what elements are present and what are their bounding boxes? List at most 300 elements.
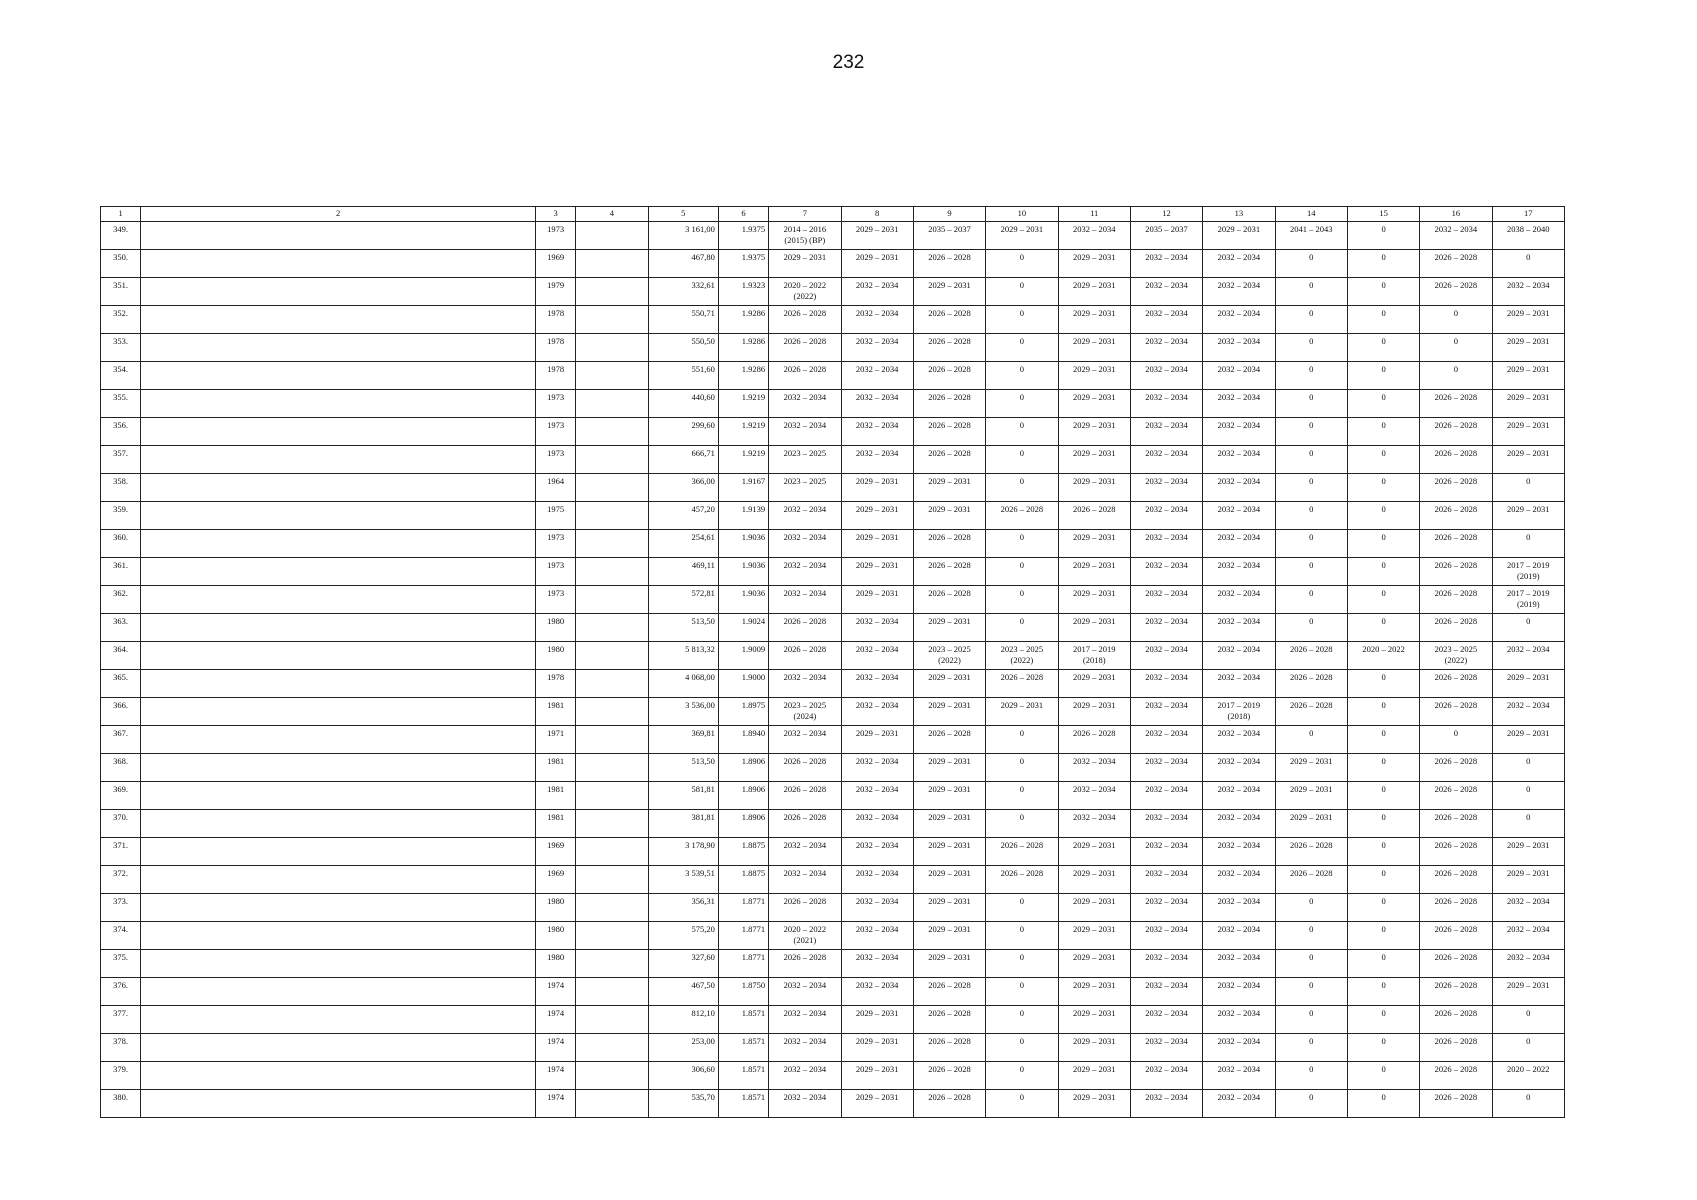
wear-coefficient-cell: 1.9286 xyxy=(718,306,768,334)
period-col-13-cell: 2032 – 2034 xyxy=(1203,642,1275,670)
period-col-12-cell: 2032 – 2034 xyxy=(1130,866,1202,894)
period-col-10-cell: 2029 – 2031 xyxy=(986,698,1058,726)
period-col-13-cell: 2032 – 2034 xyxy=(1203,922,1275,950)
period-col-8-cell: 2032 – 2034 xyxy=(841,642,913,670)
period-col-9-cell: 2026 – 2028 xyxy=(913,1006,985,1034)
wear-coefficient-cell: 1.9036 xyxy=(718,558,768,586)
period-col-17-cell: 2032 – 2034 xyxy=(1492,698,1564,726)
period-col-9-cell: 2026 – 2028 xyxy=(913,390,985,418)
period-col-16-cell: 2026 – 2028 xyxy=(1420,530,1492,558)
period-col-12-cell: 2032 – 2034 xyxy=(1130,642,1202,670)
wall-material-cell xyxy=(576,614,648,642)
period-col-15-cell: 0 xyxy=(1347,810,1419,838)
period-col-10-cell: 0 xyxy=(986,362,1058,390)
year-built-cell: 1974 xyxy=(536,1034,576,1062)
table-row xyxy=(101,446,1565,474)
row-number-cell: 361. xyxy=(101,558,141,586)
period-col-8-cell: 2029 – 2031 xyxy=(841,1034,913,1062)
wall-material-cell xyxy=(576,222,648,250)
period-col-10-cell: 0 xyxy=(986,390,1058,418)
period-col-9-cell: 2026 – 2028 xyxy=(913,558,985,586)
period-col-15-cell: 0 xyxy=(1347,306,1419,334)
wall-material-cell xyxy=(576,838,648,866)
period-col-7-cell: 2023 – 2025 (2024) xyxy=(769,698,841,726)
address-cell xyxy=(141,782,536,810)
period-col-10-cell: 0 xyxy=(986,586,1058,614)
wall-material-cell xyxy=(576,334,648,362)
period-col-10-cell: 0 xyxy=(986,978,1058,1006)
period-col-17-cell: 2032 – 2034 xyxy=(1492,642,1564,670)
period-col-11-cell: 2029 – 2031 xyxy=(1058,278,1130,306)
year-built-cell: 1973 xyxy=(536,418,576,446)
address-cell xyxy=(141,614,536,642)
period-col-7-cell: 2032 – 2034 xyxy=(769,1006,841,1034)
period-col-9-cell: 2029 – 2031 xyxy=(913,782,985,810)
table-row xyxy=(101,614,1565,642)
table-row xyxy=(101,950,1565,978)
period-col-11-cell: 2029 – 2031 xyxy=(1058,390,1130,418)
period-col-17-cell: 2029 – 2031 xyxy=(1492,306,1564,334)
column-header: 9 xyxy=(913,207,985,222)
address-cell xyxy=(141,306,536,334)
period-col-7-cell: 2032 – 2034 xyxy=(769,1062,841,1090)
period-col-8-cell: 2032 – 2034 xyxy=(841,922,913,950)
wall-material-cell xyxy=(576,698,648,726)
period-col-13-cell: 2032 – 2034 xyxy=(1203,250,1275,278)
wall-material-cell xyxy=(576,978,648,1006)
row-number-cell: 350. xyxy=(101,250,141,278)
period-col-9-cell: 2026 – 2028 xyxy=(913,334,985,362)
year-built-cell: 1969 xyxy=(536,866,576,894)
period-col-16-cell: 2026 – 2028 xyxy=(1420,278,1492,306)
period-col-9-cell: 2029 – 2031 xyxy=(913,670,985,698)
period-col-11-cell: 2029 – 2031 xyxy=(1058,1090,1130,1118)
period-col-14-cell: 2026 – 2028 xyxy=(1275,670,1347,698)
period-col-12-cell: 2032 – 2034 xyxy=(1130,950,1202,978)
period-col-11-cell: 2029 – 2031 xyxy=(1058,894,1130,922)
period-col-10-cell: 2023 – 2025 (2022) xyxy=(986,642,1058,670)
year-built-cell: 1978 xyxy=(536,362,576,390)
period-col-17-cell: 0 xyxy=(1492,1090,1564,1118)
table-row xyxy=(101,922,1565,950)
period-col-11-cell: 2032 – 2034 xyxy=(1058,222,1130,250)
period-col-10-cell: 0 xyxy=(986,950,1058,978)
area-cell: 469,11 xyxy=(648,558,718,586)
period-col-8-cell: 2032 – 2034 xyxy=(841,278,913,306)
wall-material-cell xyxy=(576,726,648,754)
wall-material-cell xyxy=(576,586,648,614)
address-cell xyxy=(141,250,536,278)
period-col-11-cell: 2029 – 2031 xyxy=(1058,250,1130,278)
period-col-9-cell: 2026 – 2028 xyxy=(913,446,985,474)
period-col-8-cell: 2029 – 2031 xyxy=(841,474,913,502)
wall-material-cell xyxy=(576,866,648,894)
area-cell: 513,50 xyxy=(648,754,718,782)
period-col-7-cell: 2032 – 2034 xyxy=(769,1034,841,1062)
period-col-9-cell: 2026 – 2028 xyxy=(913,530,985,558)
period-col-16-cell: 0 xyxy=(1420,726,1492,754)
period-col-12-cell: 2032 – 2034 xyxy=(1130,390,1202,418)
period-col-11-cell: 2032 – 2034 xyxy=(1058,754,1130,782)
period-col-11-cell: 2029 – 2031 xyxy=(1058,838,1130,866)
column-header: 7 xyxy=(769,207,841,222)
row-number-cell: 355. xyxy=(101,390,141,418)
period-col-9-cell: 2026 – 2028 xyxy=(913,1034,985,1062)
year-built-cell: 1974 xyxy=(536,1006,576,1034)
row-number-cell: 369. xyxy=(101,782,141,810)
area-cell: 366,00 xyxy=(648,474,718,502)
area-cell: 332,61 xyxy=(648,278,718,306)
period-col-17-cell: 0 xyxy=(1492,1034,1564,1062)
row-number-cell: 354. xyxy=(101,362,141,390)
period-col-15-cell: 0 xyxy=(1347,866,1419,894)
period-col-15-cell: 0 xyxy=(1347,446,1419,474)
year-built-cell: 1980 xyxy=(536,614,576,642)
table-row xyxy=(101,698,1565,726)
period-col-7-cell: 2032 – 2034 xyxy=(769,1090,841,1118)
period-col-11-cell: 2026 – 2028 xyxy=(1058,502,1130,530)
period-col-13-cell: 2032 – 2034 xyxy=(1203,446,1275,474)
period-col-12-cell: 2032 – 2034 xyxy=(1130,670,1202,698)
period-col-10-cell: 0 xyxy=(986,726,1058,754)
column-header: 15 xyxy=(1347,207,1419,222)
period-col-7-cell: 2032 – 2034 xyxy=(769,586,841,614)
wall-material-cell xyxy=(576,446,648,474)
table-row xyxy=(101,502,1565,530)
period-col-11-cell: 2029 – 2031 xyxy=(1058,1062,1130,1090)
period-col-12-cell: 2032 – 2034 xyxy=(1130,978,1202,1006)
period-col-7-cell: 2020 – 2022 (2021) xyxy=(769,922,841,950)
wear-coefficient-cell: 1.9000 xyxy=(718,670,768,698)
area-cell: 327,60 xyxy=(648,950,718,978)
year-built-cell: 1980 xyxy=(536,894,576,922)
period-col-17-cell: 2029 – 2031 xyxy=(1492,726,1564,754)
period-col-7-cell: 2032 – 2034 xyxy=(769,866,841,894)
year-built-cell: 1981 xyxy=(536,810,576,838)
period-col-15-cell: 0 xyxy=(1347,922,1419,950)
period-col-10-cell: 2029 – 2031 xyxy=(986,222,1058,250)
wear-coefficient-cell: 1.9009 xyxy=(718,642,768,670)
table-row xyxy=(101,1006,1565,1034)
year-built-cell: 1981 xyxy=(536,782,576,810)
period-col-13-cell: 2032 – 2034 xyxy=(1203,1062,1275,1090)
period-col-16-cell: 2026 – 2028 xyxy=(1420,1062,1492,1090)
period-col-8-cell: 2032 – 2034 xyxy=(841,978,913,1006)
area-cell: 369,81 xyxy=(648,726,718,754)
period-col-11-cell: 2029 – 2031 xyxy=(1058,614,1130,642)
period-col-17-cell: 0 xyxy=(1492,782,1564,810)
period-col-16-cell: 2026 – 2028 xyxy=(1420,670,1492,698)
wall-material-cell xyxy=(576,1006,648,1034)
period-col-17-cell: 2029 – 2031 xyxy=(1492,670,1564,698)
period-col-16-cell: 0 xyxy=(1420,362,1492,390)
period-col-17-cell: 2029 – 2031 xyxy=(1492,866,1564,894)
period-col-14-cell: 0 xyxy=(1275,446,1347,474)
row-number-cell: 365. xyxy=(101,670,141,698)
period-col-10-cell: 0 xyxy=(986,1034,1058,1062)
period-col-9-cell: 2026 – 2028 xyxy=(913,1090,985,1118)
period-col-13-cell: 2032 – 2034 xyxy=(1203,1006,1275,1034)
address-cell xyxy=(141,1090,536,1118)
period-col-13-cell: 2032 – 2034 xyxy=(1203,866,1275,894)
year-built-cell: 1980 xyxy=(536,922,576,950)
period-col-14-cell: 0 xyxy=(1275,250,1347,278)
period-col-16-cell: 2026 – 2028 xyxy=(1420,390,1492,418)
period-col-15-cell: 0 xyxy=(1347,726,1419,754)
period-col-9-cell: 2026 – 2028 xyxy=(913,250,985,278)
area-cell: 535,70 xyxy=(648,1090,718,1118)
area-cell: 467,50 xyxy=(648,978,718,1006)
period-col-9-cell: 2026 – 2028 xyxy=(913,586,985,614)
wear-coefficient-cell: 1.8571 xyxy=(718,1034,768,1062)
period-col-8-cell: 2032 – 2034 xyxy=(841,362,913,390)
wall-material-cell xyxy=(576,1062,648,1090)
period-col-14-cell: 2026 – 2028 xyxy=(1275,866,1347,894)
table-row xyxy=(101,306,1565,334)
wall-material-cell xyxy=(576,670,648,698)
year-built-cell: 1978 xyxy=(536,670,576,698)
period-col-17-cell: 2020 – 2022 xyxy=(1492,1062,1564,1090)
period-col-12-cell: 2032 – 2034 xyxy=(1130,530,1202,558)
column-header: 5 xyxy=(648,207,718,222)
period-col-11-cell: 2026 – 2028 xyxy=(1058,726,1130,754)
period-col-13-cell: 2032 – 2034 xyxy=(1203,810,1275,838)
period-col-10-cell: 0 xyxy=(986,474,1058,502)
wear-coefficient-cell: 1.8906 xyxy=(718,810,768,838)
period-col-12-cell: 2032 – 2034 xyxy=(1130,698,1202,726)
year-built-cell: 1978 xyxy=(536,306,576,334)
wear-coefficient-cell: 1.8750 xyxy=(718,978,768,1006)
table-row xyxy=(101,1062,1565,1090)
year-built-cell: 1973 xyxy=(536,558,576,586)
period-col-8-cell: 2032 – 2034 xyxy=(841,950,913,978)
period-col-16-cell: 2026 – 2028 xyxy=(1420,866,1492,894)
period-col-14-cell: 2041 – 2043 xyxy=(1275,222,1347,250)
area-cell: 551,60 xyxy=(648,362,718,390)
row-number-cell: 374. xyxy=(101,922,141,950)
period-col-9-cell: 2026 – 2028 xyxy=(913,418,985,446)
period-col-14-cell: 2026 – 2028 xyxy=(1275,698,1347,726)
period-col-8-cell: 2029 – 2031 xyxy=(841,726,913,754)
period-col-10-cell: 2026 – 2028 xyxy=(986,838,1058,866)
year-built-cell: 1974 xyxy=(536,978,576,1006)
address-cell xyxy=(141,838,536,866)
table-row xyxy=(101,558,1565,586)
period-col-13-cell: 2032 – 2034 xyxy=(1203,558,1275,586)
address-cell xyxy=(141,1034,536,1062)
area-cell: 3 539,51 xyxy=(648,866,718,894)
period-col-11-cell: 2029 – 2031 xyxy=(1058,978,1130,1006)
year-built-cell: 1979 xyxy=(536,278,576,306)
period-col-17-cell: 2029 – 2031 xyxy=(1492,334,1564,362)
wear-coefficient-cell: 1.9375 xyxy=(718,222,768,250)
area-cell: 550,50 xyxy=(648,334,718,362)
period-col-8-cell: 2032 – 2034 xyxy=(841,670,913,698)
column-header: 10 xyxy=(986,207,1058,222)
period-col-12-cell: 2032 – 2034 xyxy=(1130,306,1202,334)
period-col-11-cell: 2029 – 2031 xyxy=(1058,474,1130,502)
period-col-11-cell: 2029 – 2031 xyxy=(1058,866,1130,894)
period-col-9-cell: 2029 – 2031 xyxy=(913,502,985,530)
period-col-14-cell: 0 xyxy=(1275,530,1347,558)
year-built-cell: 1980 xyxy=(536,642,576,670)
period-col-12-cell: 2032 – 2034 xyxy=(1130,558,1202,586)
period-col-7-cell: 2026 – 2028 xyxy=(769,614,841,642)
period-col-10-cell: 0 xyxy=(986,334,1058,362)
period-col-14-cell: 0 xyxy=(1275,558,1347,586)
period-col-7-cell: 2023 – 2025 xyxy=(769,474,841,502)
wall-material-cell xyxy=(576,418,648,446)
period-col-13-cell: 2032 – 2034 xyxy=(1203,950,1275,978)
table-row xyxy=(101,894,1565,922)
address-cell xyxy=(141,698,536,726)
period-col-7-cell: 2032 – 2034 xyxy=(769,978,841,1006)
wall-material-cell xyxy=(576,922,648,950)
column-header: 3 xyxy=(536,207,576,222)
period-col-9-cell: 2026 – 2028 xyxy=(913,1062,985,1090)
period-col-15-cell: 0 xyxy=(1347,222,1419,250)
period-col-13-cell: 2032 – 2034 xyxy=(1203,278,1275,306)
row-number-cell: 368. xyxy=(101,754,141,782)
period-col-16-cell: 2026 – 2028 xyxy=(1420,614,1492,642)
period-col-9-cell: 2023 – 2025 (2022) xyxy=(913,642,985,670)
period-col-17-cell: 2029 – 2031 xyxy=(1492,502,1564,530)
period-col-12-cell: 2032 – 2034 xyxy=(1130,334,1202,362)
period-col-7-cell: 2014 – 2016 (2015) (ВР) xyxy=(769,222,841,250)
address-cell xyxy=(141,922,536,950)
wear-coefficient-cell: 1.8906 xyxy=(718,754,768,782)
period-col-15-cell: 0 xyxy=(1347,950,1419,978)
period-col-7-cell: 2032 – 2034 xyxy=(769,670,841,698)
address-cell xyxy=(141,390,536,418)
period-col-7-cell: 2032 – 2034 xyxy=(769,390,841,418)
period-col-15-cell: 0 xyxy=(1347,558,1419,586)
period-col-17-cell: 2032 – 2034 xyxy=(1492,278,1564,306)
table-row xyxy=(101,250,1565,278)
period-col-11-cell: 2029 – 2031 xyxy=(1058,558,1130,586)
area-cell: 381,81 xyxy=(648,810,718,838)
period-col-14-cell: 0 xyxy=(1275,922,1347,950)
row-number-cell: 373. xyxy=(101,894,141,922)
period-col-14-cell: 2029 – 2031 xyxy=(1275,754,1347,782)
period-col-13-cell: 2032 – 2034 xyxy=(1203,754,1275,782)
period-col-9-cell: 2029 – 2031 xyxy=(913,698,985,726)
period-col-14-cell: 0 xyxy=(1275,390,1347,418)
row-number-cell: 358. xyxy=(101,474,141,502)
wear-coefficient-cell: 1.8571 xyxy=(718,1006,768,1034)
period-col-9-cell: 2029 – 2031 xyxy=(913,838,985,866)
wall-material-cell xyxy=(576,894,648,922)
period-col-8-cell: 2032 – 2034 xyxy=(841,334,913,362)
period-col-16-cell: 2026 – 2028 xyxy=(1420,754,1492,782)
wear-coefficient-cell: 1.8771 xyxy=(718,950,768,978)
period-col-17-cell: 2038 – 2040 xyxy=(1492,222,1564,250)
period-col-10-cell: 0 xyxy=(986,810,1058,838)
table-row xyxy=(101,334,1565,362)
period-col-7-cell: 2023 – 2025 xyxy=(769,446,841,474)
period-col-14-cell: 0 xyxy=(1275,362,1347,390)
area-cell: 440,60 xyxy=(648,390,718,418)
period-col-12-cell: 2032 – 2034 xyxy=(1130,1062,1202,1090)
period-col-16-cell: 2023 – 2025 (2022) xyxy=(1420,642,1492,670)
period-col-9-cell: 2029 – 2031 xyxy=(913,278,985,306)
period-col-13-cell: 2032 – 2034 xyxy=(1203,502,1275,530)
row-number-cell: 356. xyxy=(101,418,141,446)
period-col-7-cell: 2032 – 2034 xyxy=(769,726,841,754)
period-col-8-cell: 2029 – 2031 xyxy=(841,586,913,614)
table-row xyxy=(101,418,1565,446)
period-col-12-cell: 2032 – 2034 xyxy=(1130,894,1202,922)
period-col-9-cell: 2029 – 2031 xyxy=(913,950,985,978)
period-col-12-cell: 2032 – 2034 xyxy=(1130,1090,1202,1118)
wear-coefficient-cell: 1.9375 xyxy=(718,250,768,278)
period-col-8-cell: 2032 – 2034 xyxy=(841,418,913,446)
period-col-15-cell: 0 xyxy=(1347,334,1419,362)
period-col-10-cell: 2026 – 2028 xyxy=(986,670,1058,698)
year-built-cell: 1973 xyxy=(536,586,576,614)
wall-material-cell xyxy=(576,390,648,418)
row-number-cell: 362. xyxy=(101,586,141,614)
period-col-15-cell: 0 xyxy=(1347,614,1419,642)
period-col-10-cell: 0 xyxy=(986,1006,1058,1034)
period-col-14-cell: 0 xyxy=(1275,334,1347,362)
period-col-11-cell: 2029 – 2031 xyxy=(1058,334,1130,362)
period-col-16-cell: 2026 – 2028 xyxy=(1420,1090,1492,1118)
period-col-12-cell: 2032 – 2034 xyxy=(1130,278,1202,306)
period-col-16-cell: 2026 – 2028 xyxy=(1420,418,1492,446)
area-cell: 4 068,00 xyxy=(648,670,718,698)
row-number-cell: 379. xyxy=(101,1062,141,1090)
year-built-cell: 1974 xyxy=(536,1062,576,1090)
row-number-cell: 380. xyxy=(101,1090,141,1118)
period-col-11-cell: 2029 – 2031 xyxy=(1058,922,1130,950)
period-col-16-cell: 2026 – 2028 xyxy=(1420,586,1492,614)
period-col-7-cell: 2026 – 2028 xyxy=(769,782,841,810)
row-number-cell: 357. xyxy=(101,446,141,474)
wear-coefficient-cell: 1.9219 xyxy=(718,390,768,418)
area-cell: 812,10 xyxy=(648,1006,718,1034)
period-col-17-cell: 2029 – 2031 xyxy=(1492,418,1564,446)
address-cell xyxy=(141,894,536,922)
period-col-14-cell: 2029 – 2031 xyxy=(1275,782,1347,810)
address-cell xyxy=(141,978,536,1006)
period-col-7-cell: 2026 – 2028 xyxy=(769,950,841,978)
period-col-16-cell: 2026 – 2028 xyxy=(1420,558,1492,586)
period-col-10-cell: 0 xyxy=(986,530,1058,558)
table-row xyxy=(101,222,1565,250)
table-row xyxy=(101,362,1565,390)
period-col-15-cell: 0 xyxy=(1347,978,1419,1006)
period-col-17-cell: 2029 – 2031 xyxy=(1492,838,1564,866)
address-cell xyxy=(141,586,536,614)
year-built-cell: 1969 xyxy=(536,838,576,866)
period-col-15-cell: 0 xyxy=(1347,698,1419,726)
period-col-14-cell: 0 xyxy=(1275,306,1347,334)
row-number-cell: 353. xyxy=(101,334,141,362)
period-col-9-cell: 2029 – 2031 xyxy=(913,894,985,922)
table-row xyxy=(101,530,1565,558)
year-built-cell: 1964 xyxy=(536,474,576,502)
period-col-15-cell: 0 xyxy=(1347,586,1419,614)
address-cell xyxy=(141,530,536,558)
period-col-8-cell: 2032 – 2034 xyxy=(841,866,913,894)
wall-material-cell xyxy=(576,278,648,306)
period-col-12-cell: 2035 – 2037 xyxy=(1130,222,1202,250)
table-row xyxy=(101,642,1565,670)
period-col-14-cell: 2026 – 2028 xyxy=(1275,838,1347,866)
period-col-16-cell: 2026 – 2028 xyxy=(1420,502,1492,530)
period-col-8-cell: 2032 – 2034 xyxy=(841,306,913,334)
